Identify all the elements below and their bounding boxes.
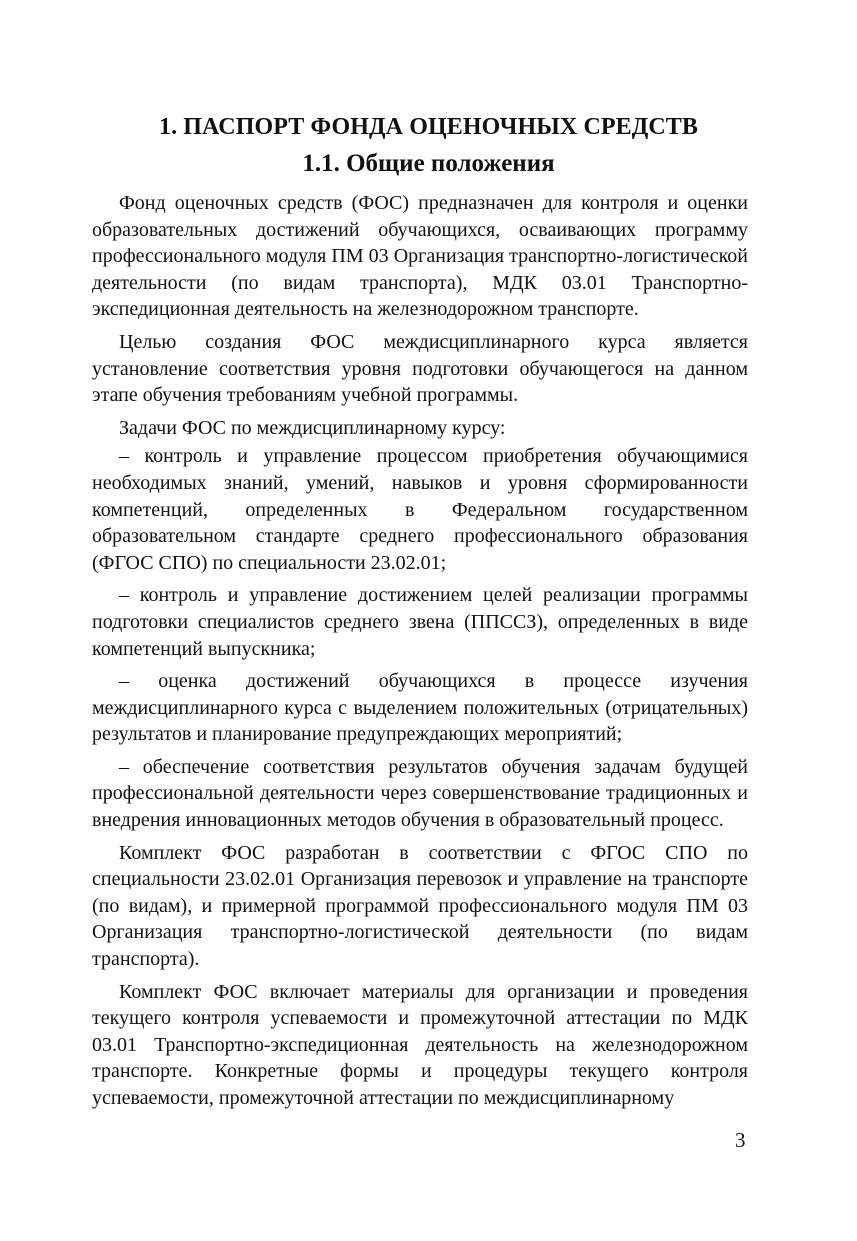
list-item-task-3: – оценка достижений обучающихся в процессе изучения междисциплинарного курса с выделением положительных (отрицательных) результатов и планирование предупреждающих мероприятий; xyxy=(92,670,748,746)
list-item-task-2: – контроль и управление достижением целей реализации программы подготовки специалистов среднего звена (ППССЗ), определенных в виде компетенций выпускника; xyxy=(92,584,748,660)
section-heading: 1. ПАСПОРТ ФОНДА ОЦЕНОЧНЫХ СРЕДСТВ xyxy=(158,114,699,140)
body-text xyxy=(92,190,748,1118)
paragraph-contents: Комплект ФОС включает материалы для организации и проведения текущего контроля успеваемости и промежуточной аттестации по МДК 03.01 Транспортно-экспедиционная деятельность на железнодорожном транспорте. Конкретные формы и процедуры текущего контроля успеваемости, промежуточной аттестации по междисциплинарному xyxy=(92,980,748,1109)
paragraph-goal: Целью создания ФОС междисциплинарного курса является установление соответствия уровня подготовки обучающегося на данном этапе обучения требованиям учебной программы. xyxy=(92,330,748,407)
subsection-heading: 1.1. Общие положения xyxy=(302,150,555,177)
paragraph-purpose: Фонд оценочных средств (ФОС) предназначен для контроля и оценки образовательных достижений обучающихся, осваивающих программу профессионального модуля ПМ 03 Организация транспортно-логистической деятельности (по видам транспорта), МДК 03.01 Транспортно-экспедиционная деятельность на железнодорожном транспорте. xyxy=(92,192,748,321)
list-item-task-1: – контроль и управление процессом приобретения обучающимися необходимых знаний, умений, навыков и уровня сформированности компетенций, определенных в Федеральном государственном образовательном стандарте среднего профессионального образования (ФГОС СПО) по специальности 23.02.01; xyxy=(92,445,748,574)
paragraph-standard: Комплект ФОС разработан в соответствии с ФГОС СПО по специальности 23.02.01 Организация перевозок и управление на транспорте (по видам), и примерной программой профессионального модуля ПМ 03 Организация транспортно-логистической деятельности (по видам транспорта). xyxy=(92,841,748,971)
page-number: 3 xyxy=(735,1128,746,1152)
paragraph-tasks-intro: Задачи ФОС по междисциплинарному курсу: xyxy=(119,416,506,439)
list-item-task-4: – обеспечение соответствия результатов обучения задачам будущей профессиональной деятельности через совершенствование традиционных и внедрения инновационных методов обучения в образовательный процесс. xyxy=(92,755,748,832)
